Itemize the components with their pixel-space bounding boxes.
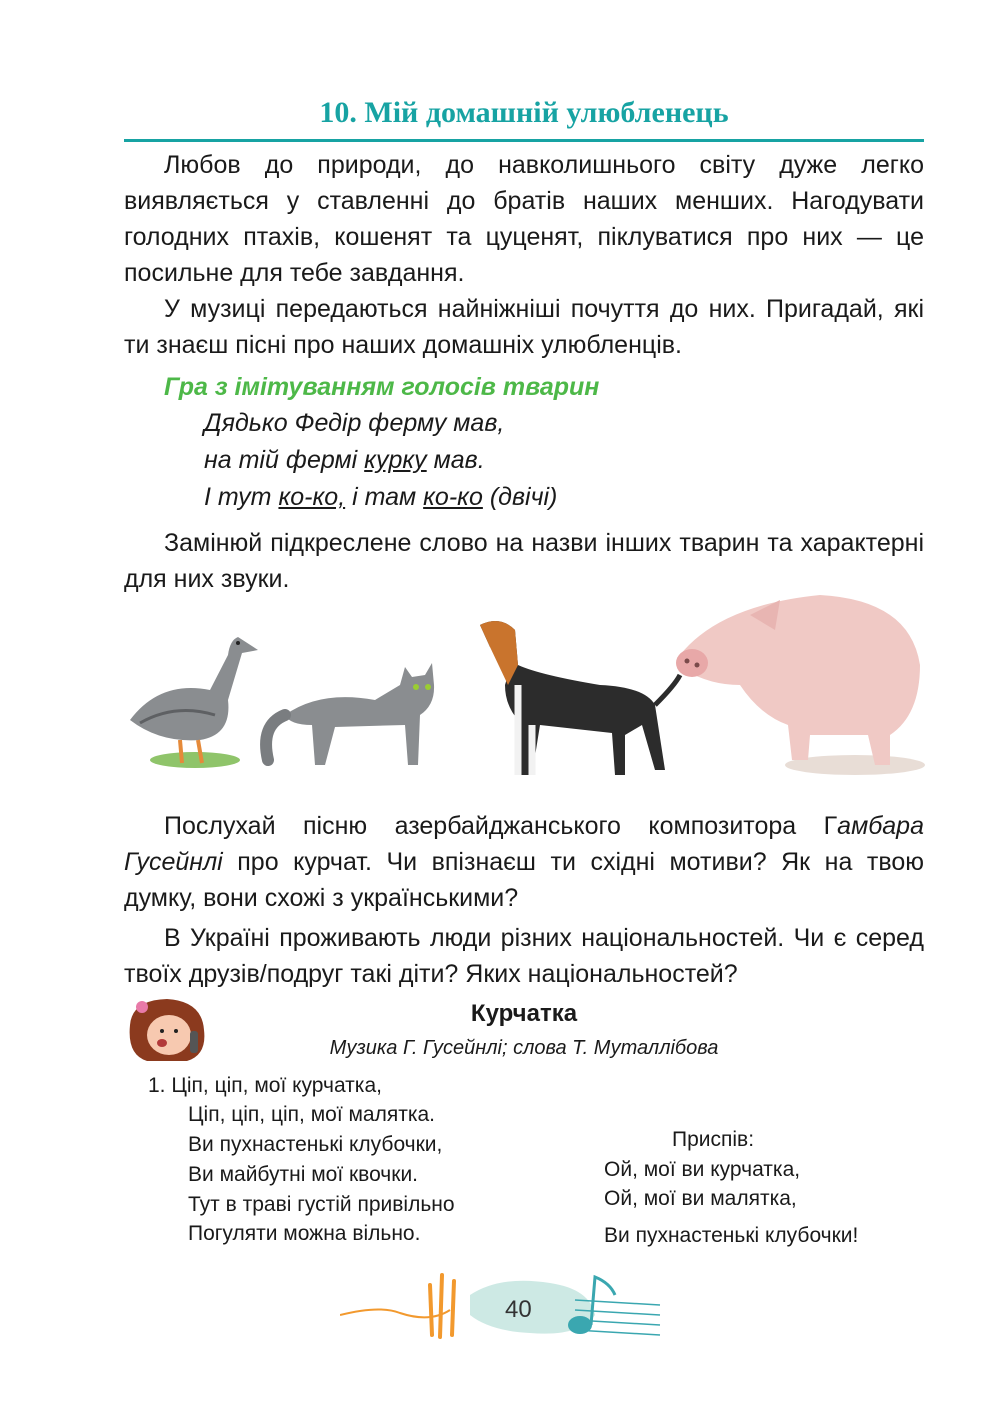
- dog-icon: [480, 621, 680, 775]
- game-title: Гра з імітуванням голосів тварин: [164, 373, 600, 401]
- verse-line-3: І тут ко-ко, і там ко-ко (двічі): [204, 483, 558, 511]
- music-note-icon: [568, 1316, 592, 1334]
- verse1-line-5: Тут в траві густій привільно: [188, 1193, 455, 1216]
- pig-icon: [676, 595, 925, 775]
- intro-paragraph: Любов до природи, до навколишнього світу дуже легко виявляється у ставленні до братів наших менших. Нагодувати голодних птахів, кошенят та цуценят, піклуватися про них — це посильне для тебе завдання.: [124, 151, 924, 287]
- chorus-line-1: Ой, мої ви курчатка,: [604, 1158, 801, 1181]
- brushes-icon: [430, 1275, 454, 1337]
- verse1-line-6: Погуляти можна вільно.: [188, 1222, 421, 1245]
- nations-paragraph: В Україні проживають люди різних національностей. Чи є серед твоїх друзів/подруг такі діти? Яких національностей?: [124, 924, 924, 988]
- verse-line-1: Дядько Федір ферму мав,: [204, 409, 505, 437]
- song-authors: Музика Г. Гусейнлі; слова Т. Муталлібова: [329, 1037, 719, 1059]
- swirl-icon: [340, 1309, 450, 1317]
- goose-icon: [130, 637, 258, 768]
- animals-illustration: [120, 575, 930, 785]
- verse1-line-3: Ви пухнастенькі клубочки,: [188, 1133, 443, 1156]
- second-paragraph: У музиці передаються найніжніші почуття до них. Пригадай, які ти знаєш пісні про наших домашніх улюбленців.: [124, 295, 924, 359]
- page-title: 10. Мій домашній улюбленець: [319, 96, 729, 129]
- verse1-line-1: 1. Ціп, ціп, мої курчатка,: [148, 1074, 382, 1097]
- chorus-label: Приспів:: [672, 1128, 755, 1151]
- chorus-line-3: Ви пухнастенькі клубочки!: [604, 1224, 859, 1247]
- title-underline: [124, 139, 924, 142]
- verse1-line-2: Ціп, ціп, ціп, мої малятка.: [188, 1103, 436, 1126]
- instruction-paragraph: Замінюй підкреслене слово на назви інших тварин та характерні для них звуки.: [124, 529, 924, 593]
- song-title: Курчатка: [470, 1000, 578, 1027]
- chorus-line-2: Ой, мої ви малятка,: [604, 1187, 797, 1210]
- verse1-line-4: Ви майбутні мої квочки.: [188, 1163, 419, 1186]
- cat-icon: [266, 663, 434, 765]
- verse-line-2: на тій фермі курку мав.: [204, 446, 485, 474]
- page-number: 40: [505, 1296, 532, 1323]
- listen-paragraph: Послухай пісню азербайджанського композитора Гамбара Гусейнлі про курчат. Чи впізнаєш ти східні мотиви? Як на твою думку, вони схожі з українськими?: [124, 812, 924, 912]
